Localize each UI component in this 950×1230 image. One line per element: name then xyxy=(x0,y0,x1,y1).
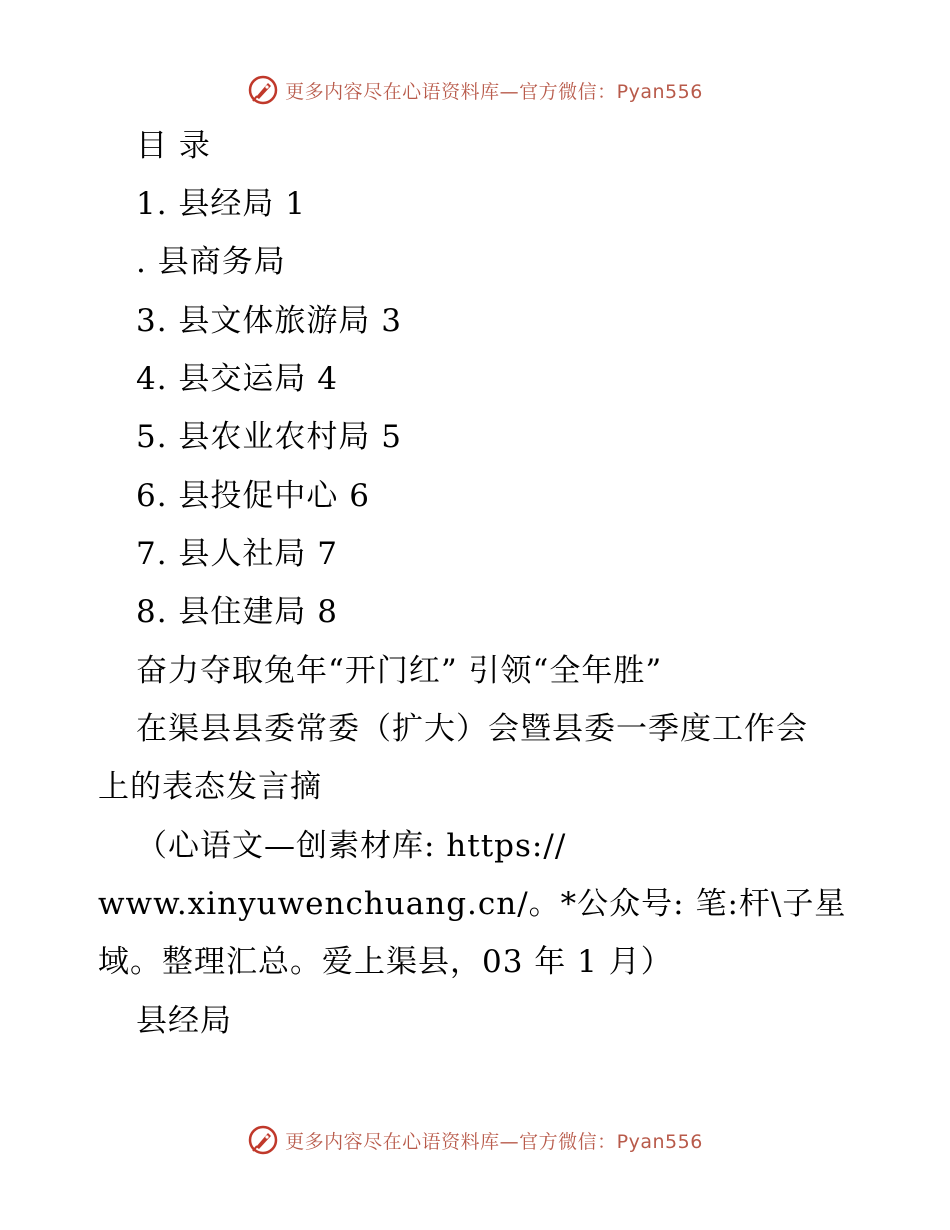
toc-item-5: 5. 县农业农村局 5 xyxy=(136,419,403,455)
source-note-line-1: （心语文—创素材库: https:// xyxy=(136,828,567,864)
header-banner xyxy=(0,70,950,110)
toc-item-1: 1. 县经局 1 xyxy=(136,186,307,222)
article-title: 奋力夺取兔年“开门红” 引领“全年胜” xyxy=(136,653,663,689)
article-subtitle-line-1: 在渠县县委常委（扩大）会暨县委一季度工作会 xyxy=(136,711,808,747)
toc-item-8: 8. 县住建局 8 xyxy=(136,594,339,630)
article-subtitle-line-2: 上的表态发言摘 xyxy=(98,769,322,805)
section-heading: 县经局 xyxy=(136,1003,232,1039)
toc-item-7: 7. 县人社局 7 xyxy=(136,536,339,572)
footer-banner xyxy=(0,1120,950,1160)
toc-item-6: 6. 县投促中心 6 xyxy=(136,478,371,514)
toc-item-4: 4. 县交运局 4 xyxy=(136,361,339,397)
toc-item-2: . 县商务局 xyxy=(136,244,286,280)
source-note-line-2: www.xinyuwenchuang.cn/。*公众号: 笔:杆\子星 xyxy=(98,886,847,922)
footer-banner-text: 更多内容尽在心语资料库—官方微信：Pyan556 xyxy=(285,1130,703,1153)
toc-item-3: 3. 县文体旅游局 3 xyxy=(136,303,403,339)
source-note-line-3: 域。整理汇总。爱上渠县，03 年 1 月） xyxy=(98,944,673,980)
pen-nib-logo-icon xyxy=(247,74,279,106)
pen-nib-logo-icon xyxy=(247,1124,279,1156)
header-banner-text: 更多内容尽在心语资料库—官方微信：Pyan556 xyxy=(285,80,703,103)
toc-title: 目 录 xyxy=(136,128,211,164)
